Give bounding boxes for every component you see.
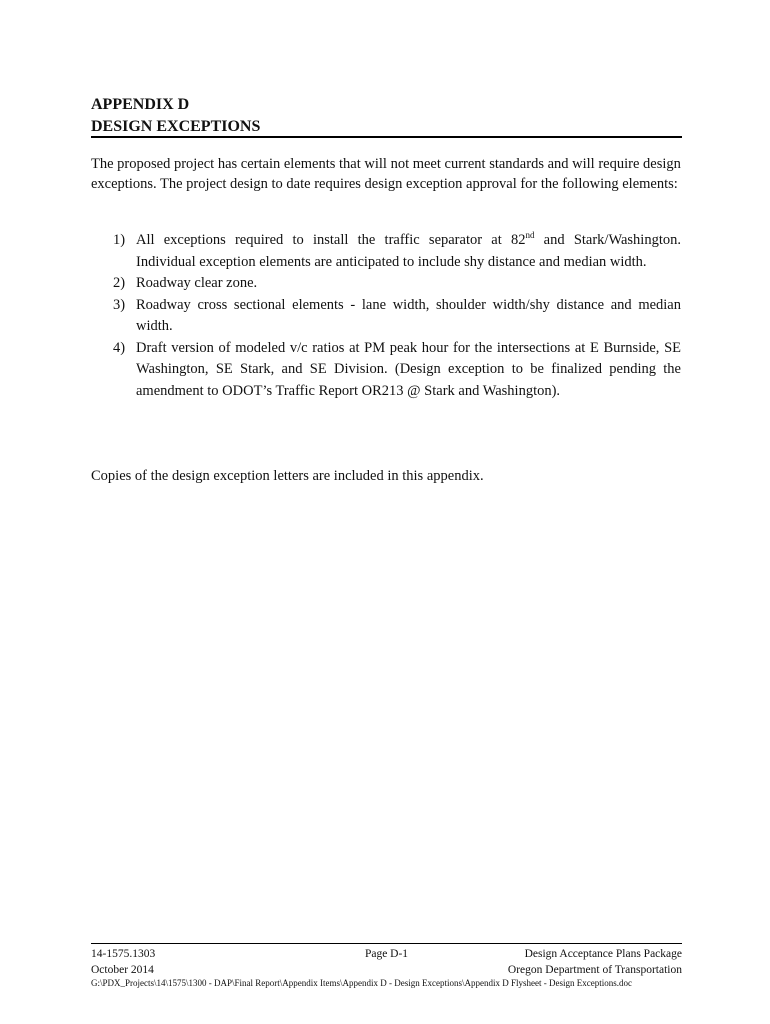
page-footer xyxy=(91,947,682,978)
footer-divider xyxy=(91,943,682,944)
list-item-text: Draft version of modeled v/c ratios at PM peak hour for the intersections at E Burnside, SE Washington, SE Stark, and SE Division. (Design exception to be finalized pending the amendment to ODOT’s Traffic Report OR213 @ Stark and Washington). xyxy=(136,339,681,399)
list-item-number: 4) xyxy=(113,339,126,356)
project-number: 14-1575.1303 xyxy=(91,948,156,960)
list-item xyxy=(91,338,681,403)
intro-paragraph: The proposed project has certain elements that will not meet current standards and will require design exceptions. The project design to date requires design exception approval for the following elements: xyxy=(91,156,681,192)
design-exception-list xyxy=(91,230,681,402)
list-item-number: 2) xyxy=(113,275,126,291)
list-item-number: 3) xyxy=(113,296,126,313)
list-item xyxy=(91,295,681,338)
list-item xyxy=(91,230,681,273)
package-name: Design Acceptance Plans Package xyxy=(524,948,682,960)
footer-row-1 xyxy=(91,947,682,963)
agency-name: Oregon Department of Transportation xyxy=(507,963,682,976)
list-item-text xyxy=(136,230,681,273)
list-item-text: Roadway clear zone. xyxy=(136,275,258,291)
page-number: Page D-1 xyxy=(364,948,409,960)
appendix-subtitle: DESIGN EXCEPTIONS xyxy=(91,118,261,135)
list-item-number: 1) xyxy=(113,232,126,248)
document-date: October 2014 xyxy=(91,963,154,976)
list-item-text-end: and Stark/Washington. Individual exception elements are anticipated to include shy distance and median width. xyxy=(136,232,681,270)
appendix-heading xyxy=(91,94,681,138)
heading-divider xyxy=(91,136,682,138)
ordinal-suffix: nd xyxy=(525,230,535,241)
file-path: G:\PDX_Projects\14\1575\1300 - DAP\Final Report\Appendix Items\Appendix D - Design Exceptions\Appendix D Flysheet - Design Exceptions.doc xyxy=(91,978,632,988)
footer-row-2 xyxy=(91,963,682,979)
appendix-title: APPENDIX D xyxy=(91,96,190,113)
closing-paragraph: Copies of the design exception letters are included in this appendix. xyxy=(91,468,484,484)
list-item-text-start: All exceptions required to install the traffic separator at 82 xyxy=(136,232,526,248)
list-item-text: Roadway cross sectional elements - lane width, shoulder width/shy distance and median width. xyxy=(136,296,681,334)
list-item xyxy=(91,273,681,295)
